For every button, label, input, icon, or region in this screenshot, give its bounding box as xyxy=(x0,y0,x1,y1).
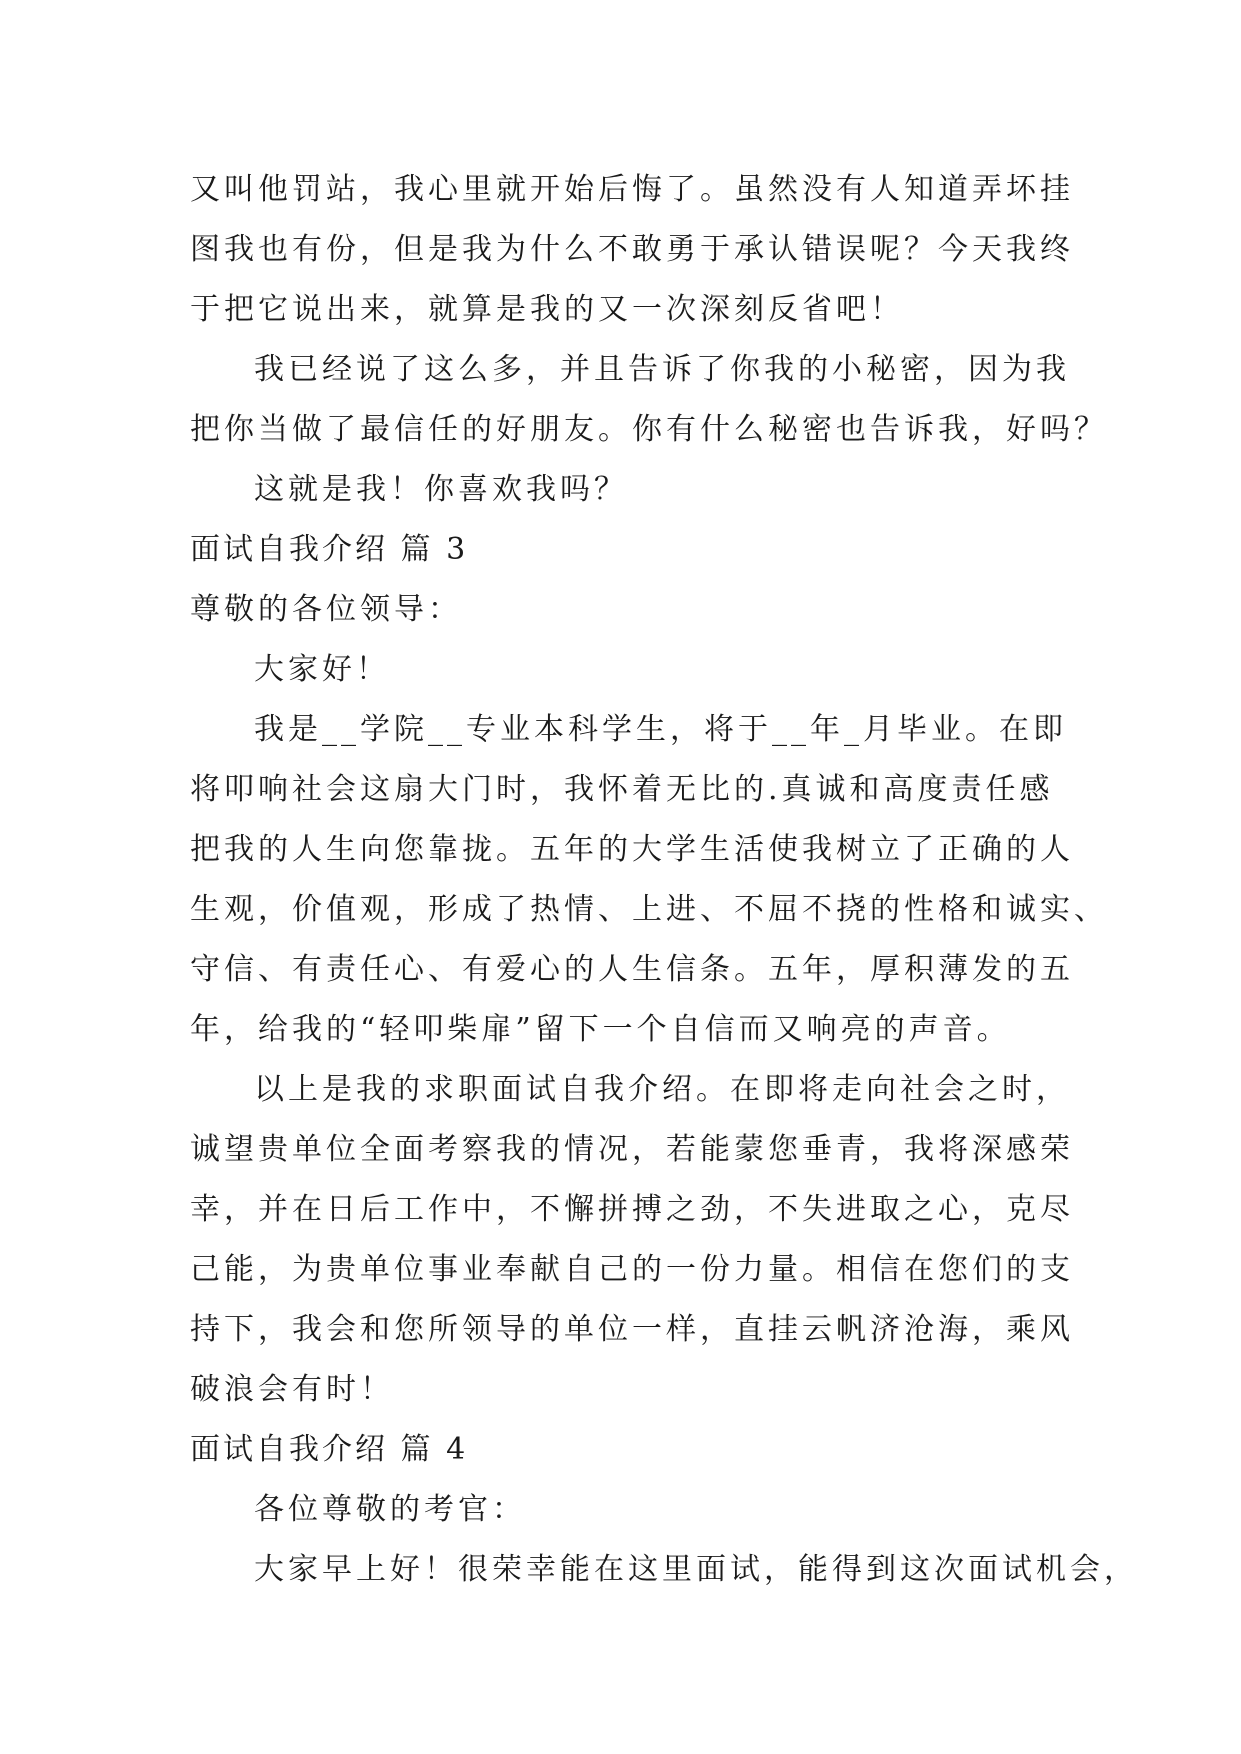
paragraph xyxy=(190,640,1070,700)
text-line: 己能，为贵单位事业奉献自己的一份力量。相信在您们的支 xyxy=(190,1252,1074,1287)
paragraph xyxy=(190,460,1070,520)
paragraph xyxy=(190,1480,1070,1540)
heading-text: 面试自我介绍 篇 3 xyxy=(190,532,469,567)
paragraph xyxy=(190,1540,1138,1600)
paragraph xyxy=(190,1060,1074,1420)
text-line: 于把它说出来，就算是我的又一次深刻反省吧！ xyxy=(190,292,904,327)
text-line: 把我的人生向您靠拢。五年的大学生活使我树立了正确的人 xyxy=(190,832,1074,867)
text-line: 诚望贵单位全面考察我的情况，若能蒙您垂青，我将深感荣 xyxy=(190,1132,1074,1167)
text-line: 又叫他罚站，我心里就开始后悔了。虽然没有人知道弄坏挂 xyxy=(190,172,1074,207)
text-line: 把你当做了最信任的好朋友。你有什么秘密也告诉我，好吗？ xyxy=(190,412,1108,447)
text-line: 以上是我的求职面试自我介绍。在即将走向社会之时， xyxy=(254,1072,1070,1107)
text-line: 图我也有份，但是我为什么不敢勇于承认错误呢？今天我终 xyxy=(190,232,1074,267)
section-heading xyxy=(190,1420,1070,1480)
section-heading xyxy=(190,520,1070,580)
text-line: 将叩响社会这扇大门时，我怀着无比的.真诚和高度责任感 xyxy=(190,772,1054,807)
text-line: 持下，我会和您所领导的单位一样，直挂云帆济沧海，乘风 xyxy=(190,1312,1074,1347)
text-line: 这就是我！你喜欢我吗？ xyxy=(254,472,628,507)
text-line: 年，给我的“轻叩柴扉”留下一个自信而又响亮的声音。 xyxy=(190,1012,1011,1047)
paragraph xyxy=(190,700,1108,1060)
text-line: 各位尊敬的考官： xyxy=(254,1492,526,1527)
text-line: 幸，并在日后工作中，不懈拼搏之劲，不失进取之心，克尽 xyxy=(190,1192,1074,1227)
heading-text: 面试自我介绍 篇 4 xyxy=(190,1432,469,1467)
text-line: 破浪会有时！ xyxy=(190,1372,394,1407)
text-line: 大家好！ xyxy=(254,652,390,687)
paragraph xyxy=(190,160,1074,340)
text-line: 守信、有责任心、有爱心的人生信条。五年，厚积薄发的五 xyxy=(190,952,1074,987)
document-body xyxy=(190,160,1138,1600)
text-line: 我已经说了这么多，并且告诉了你我的小秘密，因为我 xyxy=(254,352,1070,387)
paragraph xyxy=(190,580,1070,640)
text-line: 大家早上好！很荣幸能在这里面试，能得到这次面试机会， xyxy=(254,1552,1138,1587)
text-line: 尊敬的各位领导： xyxy=(190,592,462,627)
text-line: 生观，价值观，形成了热情、上进、不屈不挠的性格和诚实、 xyxy=(190,892,1108,927)
text-line: 我是__学院__专业本科学生，将于__年_月毕业。在即 xyxy=(254,712,1067,747)
paragraph xyxy=(190,340,1108,460)
